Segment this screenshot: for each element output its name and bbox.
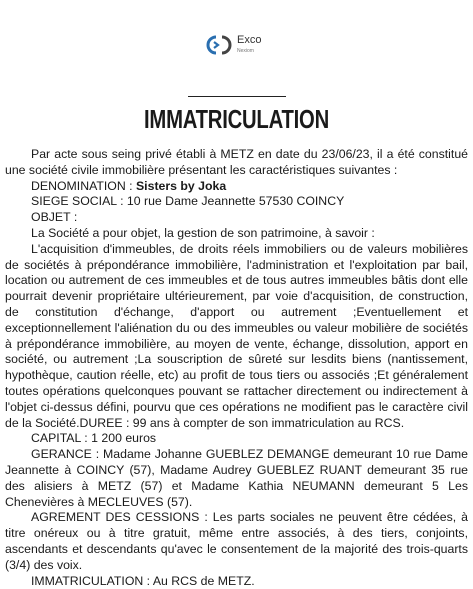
denomination-line: [5, 179, 468, 195]
notice-heading: IMMATRICULATION: [144, 104, 329, 134]
exco-logo: [205, 32, 261, 58]
agrement-paragraph: AGREMENT DES CESSIONS : Les parts sociales ne peuvent être cédées, à titre onéreux ou à titre gratuit, même entre associés, à des tiers, conjoints, ascendants et descendants qu'avec le consentement de la majorité des trois-quarts (3/4) des voix.: [5, 510, 468, 572]
logo-name: Exco: [237, 33, 262, 46]
denomination-value: Sisters by Joka: [135, 178, 227, 193]
capital-line: CAPITAL : 1 200 euros: [31, 431, 157, 446]
heading-rule: [188, 96, 286, 97]
objet-details: L'acquisition d'immeubles, de droits réels immobiliers ou de valeurs mobilières de sociétés à prépondérance immobilière, l'administration et l'exploitation par bail, location ou autrement de ces immeubles et de tous autres immeubles bâtis dont elle pourrait devenir propriétaire ultérieurement, par voie d'acquisition, de construction, de constitution d'échange, d'apport ou autrement ;Eventuellement et exceptionnellement l'aliénation du ou des immeubles ou valeur mobilière de sociétés à prépondérance immobilière, au moyen de vente, échange, dissolution, apport en société, ou autrement ;La souscription de sûreté sur lesdits biens (nantissement, hypothèque, caution réelle, etc) au profit de tous tiers ou associés ;Et généralement toutes opérations quelconques pouvant se rattacher directement ou indirectement à l'objet ci-dessus défini, pourvu que ces opérations ne modifient pas le caractère civil de la Société.DUREE : 99 ans à compter de son immatriculation au RCS.: [5, 241, 468, 430]
siege-social-line: SIEGE SOCIAL : 10 rue Dame Jeannette 57530 COINCY: [31, 194, 345, 209]
objet-label: OBJET :: [31, 210, 78, 225]
denomination-label: DENOMINATION :: [31, 178, 136, 193]
immatriculation-line: IMMATRICULATION : Au RCS de METZ.: [31, 573, 255, 588]
logo-subtitle: Nexiom: [237, 47, 254, 54]
objet-intro: La Société a pour objet, la gestion de son patrimoine, à savoir :: [31, 225, 375, 240]
gerance-paragraph: GERANCE : Madame Johanne GUEBLEZ DEMANGE demeurant 10 rue Dame Jeannette à COINCY (57), Madame Audrey GUEBLEZ RUANT demeurant 35 rue des alisiers à METZ (57) et Madame Kathia NEUMANN demeurant 5 Les Chenevières à MECLEUVES (57).: [5, 447, 468, 509]
exco-logo-icon: [205, 34, 233, 56]
intro-paragraph: Par acte sous seing privé établi à METZ en date du 23/06/23, il a été constitué une société civile immobilière présentant les caractéristiques suivantes :: [5, 147, 468, 177]
notice-body: [5, 147, 468, 589]
